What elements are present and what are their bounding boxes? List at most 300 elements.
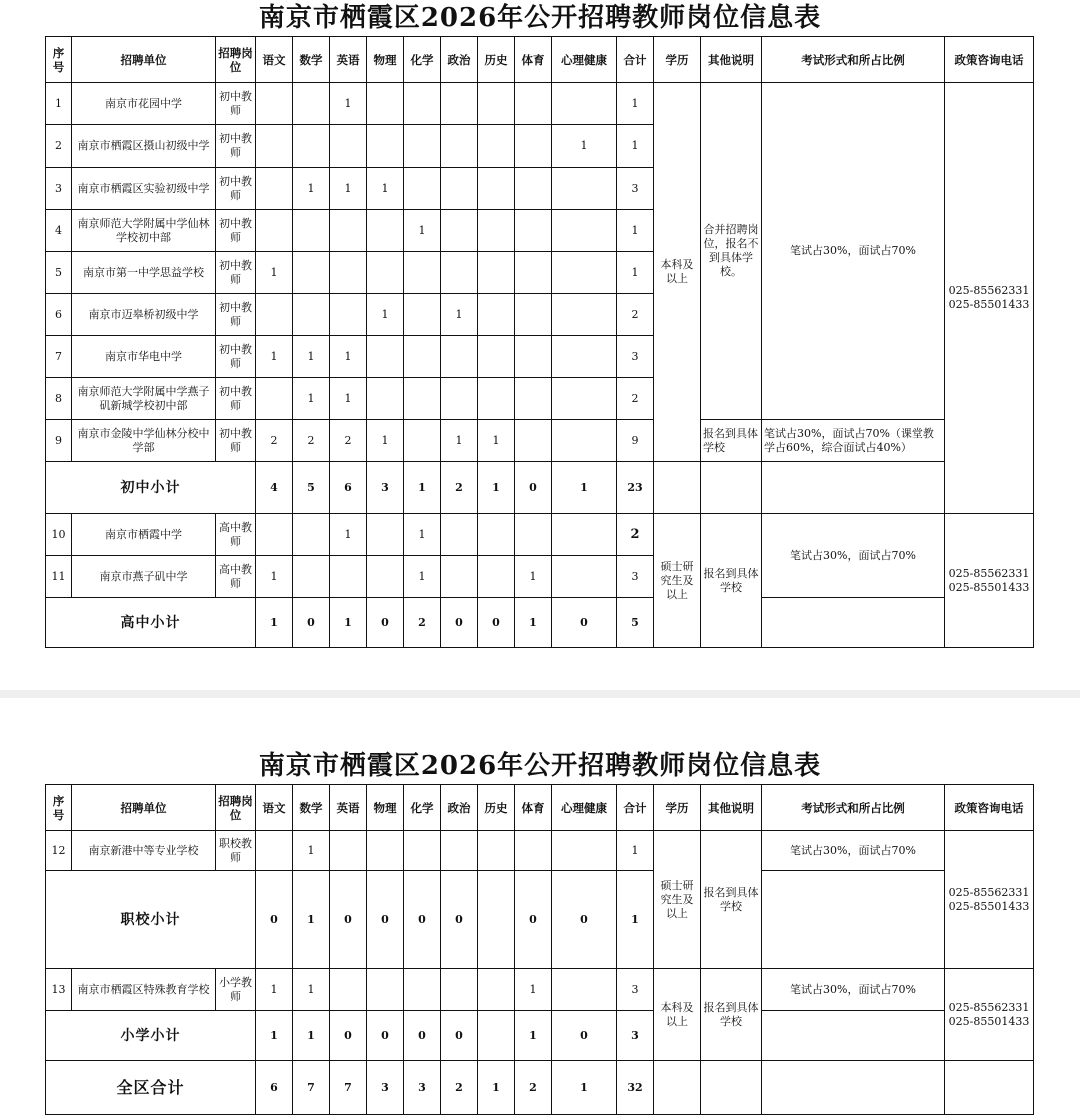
subtotal-chinese: 1 [256,598,293,648]
header-pe: 体育 [515,785,552,831]
cell-history [478,969,515,1011]
cell-total: 1 [617,831,654,871]
subtotal-math: 1 [293,871,330,969]
cell-politics [441,556,478,598]
cell-psychology [552,514,617,556]
cell-math: 1 [293,831,330,871]
cell-politics [441,252,478,294]
row-unit: 南京市金陵中学仙林分校中学部 [72,420,216,462]
cell-total: 3 [617,336,654,378]
total-chemistry: 3 [404,1061,441,1115]
subtotal-pe: 0 [515,871,552,969]
merge-note: 合并招聘岗位，报名不到具体学校。 [701,83,762,420]
total-english: 7 [330,1061,367,1115]
cell-physics: 1 [367,420,404,462]
cell-total: 1 [617,252,654,294]
cell-psychology [552,336,617,378]
cell-math: 1 [293,168,330,210]
cell-english: 1 [330,168,367,210]
row-index: 10 [46,514,72,556]
table-row [46,831,1034,871]
cell-psychology [552,969,617,1011]
table-row [46,514,1034,556]
empty-cell [945,1061,1034,1115]
empty-cell [701,462,762,514]
subtotal-label: 高中小计 [46,598,256,648]
row-index: 7 [46,336,72,378]
cell-physics [367,378,404,420]
empty-cell [762,598,945,648]
cell-total: 2 [617,294,654,336]
exam-form-primary: 笔试占30%，面试占70% [762,969,945,1011]
cell-politics [441,210,478,252]
row-index: 2 [46,125,72,168]
header-politics: 政治 [441,785,478,831]
subtotal-politics: 0 [441,871,478,969]
header-chemistry: 化学 [404,785,441,831]
cell-math [293,125,330,168]
subtotal-total: 3 [617,1011,654,1061]
header-unit: 招聘单位 [72,785,216,831]
education-bachelor: 本科及以上 [654,83,701,462]
recruitment-table-1 [45,36,1034,648]
cell-history: 1 [478,420,515,462]
cell-physics [367,556,404,598]
cell-chinese [256,294,293,336]
subtotal-row-senior [46,598,1034,648]
cell-physics [367,336,404,378]
subtotal-politics: 0 [441,598,478,648]
header-index: 序号 [46,785,72,831]
header-row [46,785,1034,831]
cell-english: 2 [330,420,367,462]
cell-psychology [552,210,617,252]
subtotal-pe: 0 [515,462,552,514]
cell-chemistry [404,252,441,294]
exam-form-senior: 笔试占30%，面试占70% [762,514,945,598]
header-physics: 物理 [367,785,404,831]
cell-history [478,83,515,125]
header-chinese: 语文 [256,785,293,831]
phone-number-1: 025-85562331 [948,284,1030,297]
cell-math: 1 [293,336,330,378]
cell-chemistry [404,336,441,378]
cell-english [330,969,367,1011]
subtotal-chemistry: 0 [404,871,441,969]
cell-history [478,294,515,336]
row-unit: 南京市花园中学 [72,83,216,125]
row-unit: 南京新港中等专业学校 [72,831,216,871]
cell-chemistry [404,969,441,1011]
cell-english [330,252,367,294]
cell-politics [441,83,478,125]
subtotal-psychology: 0 [552,1011,617,1061]
row-post: 高中教师 [216,556,256,598]
row-index: 5 [46,252,72,294]
row-unit: 南京市栖霞区摄山初级中学 [72,125,216,168]
header-pe: 体育 [515,37,552,83]
cell-english: 1 [330,514,367,556]
header-index: 序号 [46,37,72,83]
subtotal-english: 6 [330,462,367,514]
row-unit: 南京市迈皋桥初级中学 [72,294,216,336]
subtotal-math: 5 [293,462,330,514]
cell-politics [441,125,478,168]
cell-pe: 1 [515,969,552,1011]
cell-math [293,210,330,252]
empty-cell [701,1061,762,1115]
education-master: 硕士研究生及以上 [654,831,701,969]
cell-english [330,210,367,252]
cell-chinese: 1 [256,336,293,378]
cell-pe: 1 [515,556,552,598]
header-psychology: 心理健康 [552,785,617,831]
header-post: 招聘岗位 [216,37,256,83]
cell-politics [441,378,478,420]
row-unit: 南京市栖霞中学 [72,514,216,556]
row-unit: 南京师范大学附属中学仙林学校初中部 [72,210,216,252]
cell-chemistry [404,378,441,420]
phone-number-2: 025-85501433 [948,899,1030,913]
exam-form-special: 笔试占30%，面试占70%（课堂教学占60%，综合面试占40%） [762,420,945,462]
cell-pe [515,378,552,420]
total-politics: 2 [441,1061,478,1115]
row-post: 初中教师 [216,210,256,252]
subtotal-pe: 1 [515,1011,552,1061]
total-total: 32 [617,1061,654,1115]
cell-psychology [552,168,617,210]
table-row [46,83,1034,125]
header-other: 其他说明 [701,37,762,83]
cell-math [293,252,330,294]
cell-pe [515,831,552,871]
cell-physics [367,210,404,252]
empty-cell [762,1011,945,1061]
cell-pe [515,210,552,252]
header-physics: 物理 [367,37,404,83]
cell-history [478,556,515,598]
row-post: 职校教师 [216,831,256,871]
cell-chemistry [404,420,441,462]
subtotal-history: 0 [478,598,515,648]
subtotal-history [478,871,515,969]
header-history: 历史 [478,785,515,831]
cell-pe [515,125,552,168]
total-chinese: 6 [256,1061,293,1115]
cell-history [478,125,515,168]
cell-chinese [256,378,293,420]
cell-chinese [256,125,293,168]
subtotal-physics: 3 [367,462,404,514]
cell-pe [515,83,552,125]
row-index: 12 [46,831,72,871]
cell-history [478,514,515,556]
header-exam: 考试形式和所占比例 [762,785,945,831]
cell-psychology: 1 [552,125,617,168]
subtotal-english: 0 [330,871,367,969]
empty-cell [762,1061,945,1115]
header-chinese: 语文 [256,37,293,83]
cell-history [478,831,515,871]
cell-psychology [552,420,617,462]
row-post: 初中教师 [216,294,256,336]
table-row [46,420,1034,462]
row-post: 初中教师 [216,168,256,210]
subtotal-psychology: 0 [552,871,617,969]
cell-history [478,378,515,420]
education-bachelor: 本科及以上 [654,969,701,1061]
phone-number-1: 025-85562331 [948,885,1030,899]
empty-cell [762,871,945,969]
subtotal-total: 1 [617,871,654,969]
row-post: 初中教师 [216,420,256,462]
total-pe: 2 [515,1061,552,1115]
page-divider [0,690,1080,698]
phone-number-2: 025-85501433 [948,298,1030,311]
header-education: 学历 [654,785,701,831]
subtotal-math: 1 [293,1011,330,1061]
header-history: 历史 [478,37,515,83]
cell-english [330,831,367,871]
subtotal-english: 1 [330,598,367,648]
cell-math [293,514,330,556]
cell-chinese [256,168,293,210]
phone-vocational [945,831,1034,969]
row-index: 3 [46,168,72,210]
cell-chemistry: 1 [404,514,441,556]
row-unit: 南京市栖霞区实验初级中学 [72,168,216,210]
cell-pe [515,514,552,556]
header-chemistry: 化学 [404,37,441,83]
row-post: 初中教师 [216,125,256,168]
district-total-row [46,1061,1034,1115]
empty-cell [654,1061,701,1115]
row-index: 8 [46,378,72,420]
subtotal-physics: 0 [367,1011,404,1061]
subtotal-history [478,1011,515,1061]
cell-english: 1 [330,83,367,125]
cell-psychology [552,83,617,125]
subtotal-row-primary [46,1011,1034,1061]
total-history: 1 [478,1061,515,1115]
cell-politics: 1 [441,420,478,462]
header-unit: 招聘单位 [72,37,216,83]
header-math: 数学 [293,785,330,831]
cell-history [478,168,515,210]
exam-form-vocational: 笔试占30%，面试占70% [762,831,945,871]
subtotal-politics: 2 [441,462,478,514]
page-title: 南京市栖霞区2026年公开招聘教师岗位信息表 [258,3,822,33]
cell-politics [441,336,478,378]
subtotal-chemistry: 0 [404,1011,441,1061]
cell-pe [515,168,552,210]
subtotal-chinese: 1 [256,1011,293,1061]
total-psychology: 1 [552,1061,617,1115]
cell-politics [441,831,478,871]
cell-pe [515,294,552,336]
cell-total: 1 [617,83,654,125]
row-index: 6 [46,294,72,336]
row-post: 高中教师 [216,514,256,556]
phone-junior [945,83,1034,514]
cell-english [330,125,367,168]
cell-total: 2 [617,378,654,420]
cell-english: 1 [330,378,367,420]
total-physics: 3 [367,1061,404,1115]
subtotal-label: 初中小计 [46,462,256,514]
cell-history [478,252,515,294]
cell-chemistry [404,125,441,168]
phone-number-2: 025-85501433 [948,1014,1030,1028]
cell-physics: 1 [367,168,404,210]
header-english: 英语 [330,37,367,83]
cell-chinese [256,831,293,871]
row-unit: 南京市第一中学思益学校 [72,252,216,294]
phone-primary [945,969,1034,1061]
district-total-label: 全区合计 [46,1061,256,1115]
subtotal-label: 小学小计 [46,1011,256,1061]
row-index: 9 [46,420,72,462]
row-post: 初中教师 [216,252,256,294]
subtotal-psychology: 0 [552,598,617,648]
cell-pe [515,336,552,378]
cell-physics [367,969,404,1011]
cell-psychology [552,831,617,871]
page-title: 南京市栖霞区2026年公开招聘教师岗位信息表 [258,751,822,781]
cell-physics: 1 [367,294,404,336]
cell-chinese: 1 [256,556,293,598]
row-index: 4 [46,210,72,252]
subtotal-chemistry: 2 [404,598,441,648]
cell-english: 1 [330,336,367,378]
cell-total: 1 [617,210,654,252]
cell-total: 3 [617,556,654,598]
header-math: 数学 [293,37,330,83]
cell-chemistry [404,294,441,336]
total-math: 7 [293,1061,330,1115]
phone-number-2: 025-85501433 [948,580,1030,594]
cell-math: 2 [293,420,330,462]
cell-chinese: 1 [256,252,293,294]
cell-chemistry: 1 [404,556,441,598]
subtotal-total: 23 [617,462,654,514]
row-unit: 南京师范大学附属中学燕子矶新城学校初中部 [72,378,216,420]
cell-chinese: 2 [256,420,293,462]
row-index: 11 [46,556,72,598]
subtotal-chinese: 4 [256,462,293,514]
cell-math [293,556,330,598]
cell-total: 2 [617,514,654,556]
header-other: 其他说明 [701,785,762,831]
cell-english [330,294,367,336]
subtotal-math: 0 [293,598,330,648]
subtotal-english: 0 [330,1011,367,1061]
cell-physics [367,125,404,168]
subtotal-psychology: 1 [552,462,617,514]
cell-politics [441,168,478,210]
cell-physics [367,831,404,871]
exam-form-junior: 笔试占30%，面试占70% [762,83,945,420]
cell-psychology [552,294,617,336]
subtotal-history: 1 [478,462,515,514]
row-post: 小学教师 [216,969,256,1011]
row-index: 13 [46,969,72,1011]
subtotal-physics: 0 [367,871,404,969]
subtotal-politics: 0 [441,1011,478,1061]
cell-math [293,294,330,336]
header-psychology: 心理健康 [552,37,617,83]
cell-psychology [552,378,617,420]
cell-chinese: 1 [256,969,293,1011]
cell-politics [441,514,478,556]
cell-pe [515,252,552,294]
cell-politics: 1 [441,294,478,336]
cell-chemistry [404,83,441,125]
cell-psychology [552,556,617,598]
cell-math: 1 [293,969,330,1011]
phone-senior [945,514,1034,648]
cell-english [330,556,367,598]
apply-note-vocational: 报名到具体学校 [701,831,762,969]
header-total: 合计 [617,37,654,83]
header-english: 英语 [330,785,367,831]
apply-note-9: 报名到具体学校 [701,420,762,462]
apply-note-senior: 报名到具体学校 [701,514,762,648]
cell-pe [515,420,552,462]
cell-chinese [256,83,293,125]
cell-politics [441,969,478,1011]
cell-history [478,336,515,378]
header-education: 学历 [654,37,701,83]
cell-physics [367,514,404,556]
row-post: 初中教师 [216,378,256,420]
header-politics: 政治 [441,37,478,83]
row-index: 1 [46,83,72,125]
cell-math: 1 [293,378,330,420]
recruitment-table-2 [45,784,1034,1115]
cell-chemistry [404,168,441,210]
subtotal-physics: 0 [367,598,404,648]
phone-number-1: 025-85562331 [948,566,1030,580]
cell-total: 1 [617,125,654,168]
cell-physics [367,83,404,125]
header-post: 招聘岗位 [216,785,256,831]
cell-chinese [256,514,293,556]
header-exam: 考试形式和所占比例 [762,37,945,83]
cell-psychology [552,252,617,294]
row-unit: 南京市栖霞区特殊教育学校 [72,969,216,1011]
sheet-page-2 [0,698,1080,1114]
header-phone: 政策咨询电话 [945,37,1034,83]
cell-total: 3 [617,168,654,210]
empty-cell [654,462,701,514]
row-post: 初中教师 [216,83,256,125]
header-row [46,37,1034,83]
cell-chinese [256,210,293,252]
cell-chemistry: 1 [404,210,441,252]
cell-history [478,210,515,252]
subtotal-label: 职校小计 [46,871,256,969]
cell-math [293,83,330,125]
empty-cell [762,462,945,514]
subtotal-pe: 1 [515,598,552,648]
education-master: 硕士研究生及以上 [654,514,701,648]
subtotal-total: 5 [617,598,654,648]
table-row [46,969,1034,1011]
cell-total: 3 [617,969,654,1011]
subtotal-chinese: 0 [256,871,293,969]
cell-chemistry [404,831,441,871]
